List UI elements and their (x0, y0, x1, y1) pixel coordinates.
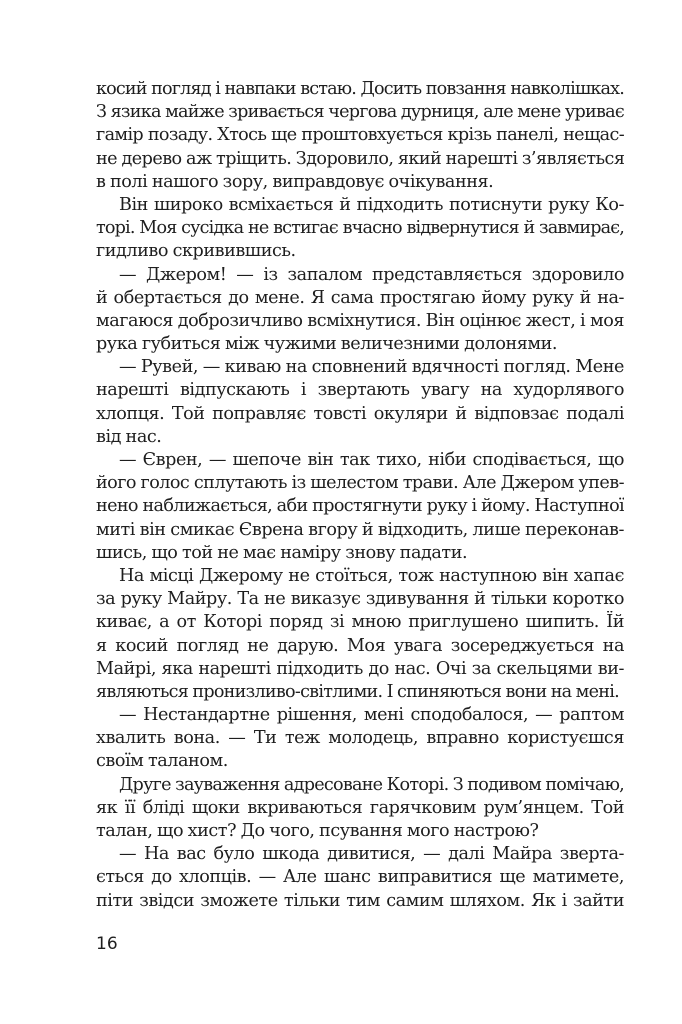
text-line: як її бліді щоки вкриваються гарячковим рум’янцем. Той (96, 797, 624, 818)
text-line: — Рувей, — киваю на сповнений вдячності погляд. Мене (119, 357, 624, 378)
text-line: З язика майже зривається чергова дурниця, але мене уриває (96, 102, 624, 123)
text-line: рука губиться між чужими величезними долонями. (96, 334, 558, 355)
page-number: 16 (96, 934, 118, 954)
text-line: його голос сплутають із шелестом трави. Але Джером упев- (96, 473, 624, 494)
text-line: гидливо скривившись. (96, 241, 296, 262)
text-line: шись, що той не має наміру знову падати. (96, 542, 468, 563)
text-line: талан, що хист? До чого, псування мого настрою? (96, 821, 539, 841)
text-line: ється до хлопців. — Але шанс виправитися ще матимете, (96, 867, 624, 888)
text-line: Друге зауваження адресоване Которі. З подивом помічаю, (119, 774, 624, 795)
text-line: гамір позаду. Хтось ще проштовхується крізь панелі, нещас- (96, 125, 624, 146)
text-line: нарешті відпускають і звертають увагу на худорлявого (96, 380, 624, 401)
text-line: являються пронизливо-світлими. І спиняються вони на мені. (96, 681, 619, 702)
text-line: й обертається до мене. Я сама простягаю йому руку й на- (96, 287, 624, 308)
body-text (96, 78, 624, 913)
text-line: від нас. (96, 426, 162, 447)
text-line: нено наближається, аби простягнути руку і йому. Наступної (96, 496, 624, 517)
text-line: косий погляд і навпаки встаю. Досить повзання навколішках. (96, 79, 624, 99)
text-line: своїм таланом. (96, 751, 228, 772)
text-line: На місці Джерому не стоїться, тож наступною він хапає (119, 565, 624, 586)
text-line: за руку Майру. Та не виказує здивування й тільки коротко (96, 589, 624, 610)
text-line: — На вас було шкода дивитися, — далі Майра зверта- (119, 844, 624, 865)
text-line: Майрі, яка нарешті підходить до нас. Очі за скельцями ви- (96, 658, 624, 679)
text-line: хвалить вона. — Ти теж молодець, вправно користуєшся (96, 728, 624, 749)
text-line: магаюся доброзичливо всміхнутися. Він оцінює жест, і моя (96, 310, 624, 331)
text-line: я косий погляд не дарую. Моя увага зосереджується на (96, 635, 624, 656)
text-line: в полі нашого зору, виправдовує очікування. (96, 171, 494, 192)
text-line: Він широко всміхається й підходить потиснути руку Ко- (119, 194, 624, 215)
text-line: торі. Моя сусідка не встигає вчасно відвернутися й завмирає, (96, 218, 624, 239)
text-line: киває, а от Которі поряд зі мною приглушено шипить. Їй (96, 612, 624, 633)
text-line: — Нестандартне рішення, мені сподобалося, — раптом (119, 705, 624, 726)
text-line: не дерево аж тріщить. Здоровило, який нарешті з’являється (96, 148, 624, 169)
text-line: — Джером! — із запалом представляється здоровило (119, 264, 624, 285)
text-line: миті він смикає Єврена вгору й відходить, лише переконав- (96, 519, 624, 540)
text-line: піти звідси зможете тільки тим самим шляхом. Як і зайти (96, 890, 624, 911)
text-line: хлопця. Той поправляє товсті окуляри й відповзає подалі (96, 403, 624, 424)
text-line: — Єврен, — шепоче він так тихо, ніби сподівається, що (119, 450, 624, 470)
